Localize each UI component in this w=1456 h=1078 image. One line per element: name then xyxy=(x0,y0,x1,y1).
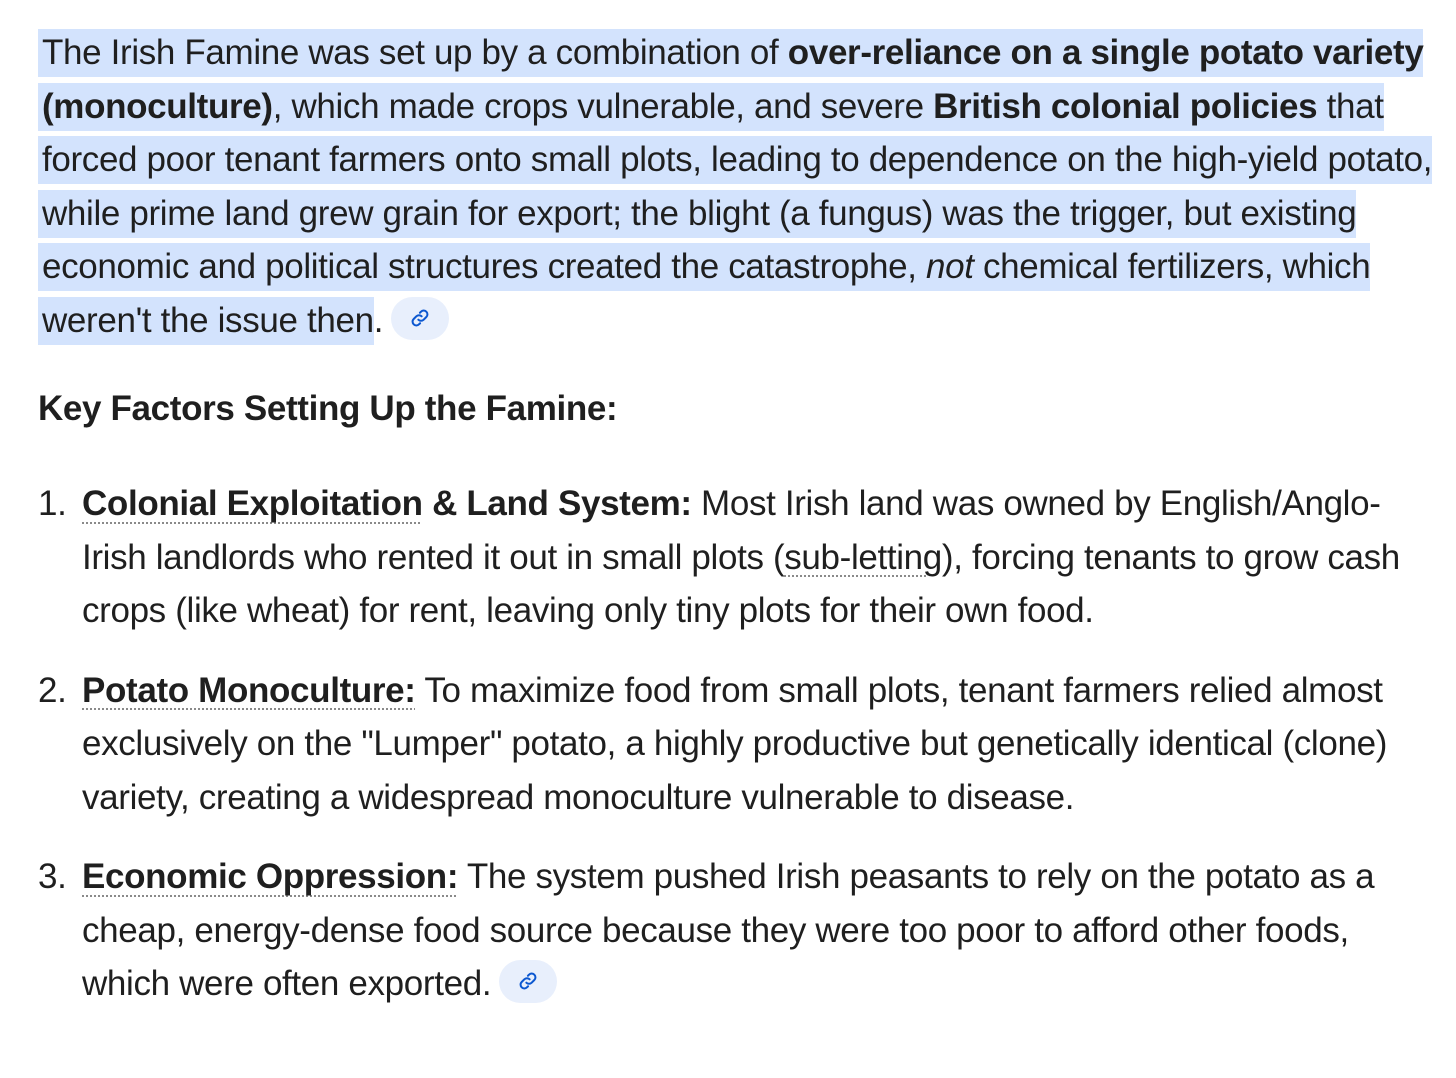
intro-paragraph xyxy=(38,26,1442,347)
factor-text: Most Irish land was owned by English/Anglo-Irish landlords who rented it out in small plots ( xyxy=(82,484,1381,577)
factor-text-continued: ), forcing tenants to grow cash crops (like wheat) for rent, leaving only tiny plots for their own food. xyxy=(82,537,1400,630)
colonial-exploitation-link[interactable]: Colonial Exploitation xyxy=(82,484,423,523)
economic-oppression-link[interactable]: Economic Oppression: xyxy=(82,857,459,896)
factor-item xyxy=(38,477,1442,638)
sub-letting-link[interactable]: sub-letting xyxy=(784,537,942,577)
intro-bold-monoculture: over-reliance on a single potato variety (monoculture) xyxy=(42,33,1424,126)
link-icon xyxy=(410,308,430,328)
intro-text-3: that forced poor tenant farmers onto small plots, leading to dependence on the high-yield potato, while prime land grew grain for export; the blight (a fungus) was the trigger, but existing economic and political structures created the catastrophe, xyxy=(42,86,1433,286)
factor-text: To maximize food from small plots, tenant farmers relied almost exclusively on the "Lumper" potato, a highly productive but genetically identical (clone) variety, creating a widespread monoculture vulnerable to disease. xyxy=(82,670,1388,817)
intro-bold-policies: British colonial policies xyxy=(933,86,1318,126)
intro-text-2: , which made crops vulnerable, and severe xyxy=(272,86,934,126)
list-number: 1. xyxy=(38,484,67,523)
factor-item xyxy=(38,664,1442,825)
intro-period: . xyxy=(373,300,384,340)
link-icon xyxy=(518,971,538,991)
intro-text-1: The Irish Famine was set up by a combination of xyxy=(42,33,788,72)
factor-title-rest: & Land System: xyxy=(422,484,692,523)
list-number: 3. xyxy=(38,857,67,896)
list-number: 2. xyxy=(38,670,67,710)
factor-text: The system pushed Irish peasants to rely on the potato as a cheap, energy-dense food source because they were too poor to afford other foods, which were often exported. xyxy=(82,857,1375,1003)
intro-text-4: chemical fertilizers, which weren't the issue then xyxy=(42,247,1371,340)
potato-monoculture-link[interactable]: Potato Monoculture: xyxy=(82,670,416,710)
key-factors-heading: Key Factors Setting Up the Famine: xyxy=(38,389,618,428)
source-link-button[interactable] xyxy=(499,960,557,1003)
factors-list xyxy=(38,477,1442,1011)
source-link-button[interactable] xyxy=(391,297,449,340)
selected-text-highlight[interactable] xyxy=(38,29,1432,345)
intro-emphasis-not: not xyxy=(926,247,974,286)
ai-answer xyxy=(38,26,1442,1037)
factor-item xyxy=(38,850,1442,1011)
